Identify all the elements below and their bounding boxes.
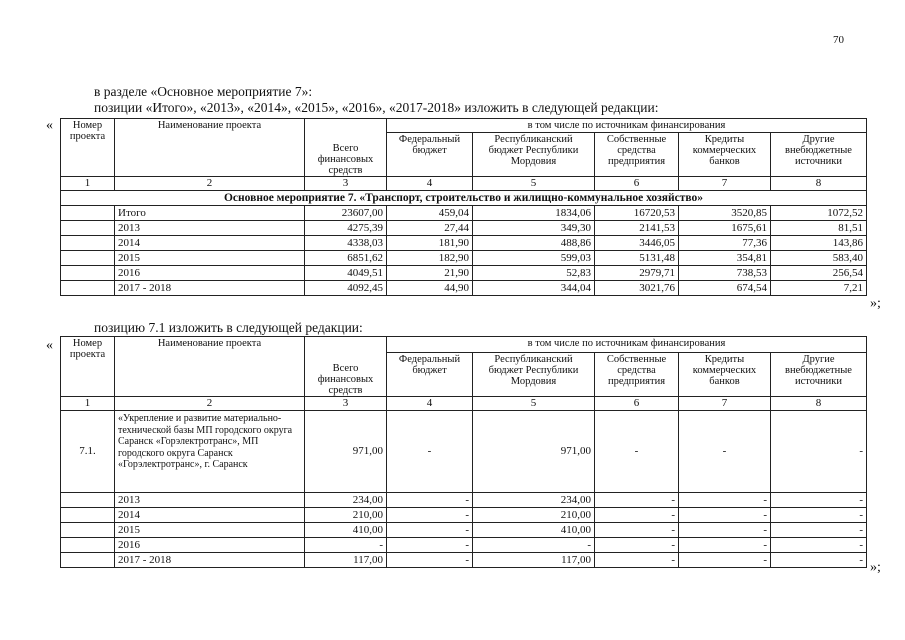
cell-own: - (595, 553, 679, 568)
cell-credits: - (679, 523, 771, 538)
col-number: 5 (473, 177, 595, 191)
project-name: «Укрепление и развитие материально-технической базы МП городского округа Саранск «Горэлектротранс», МП городского округа Саранск «Горэлектротранс», г. Саранск (115, 411, 305, 493)
header-num: Номер проекта (61, 337, 115, 397)
cell-credits: - (679, 493, 771, 508)
header-federal: Федеральный бюджет (387, 353, 473, 397)
cell-own: - (595, 538, 679, 553)
cell-republic: 488,86 (473, 236, 595, 251)
cell-federal: - (387, 493, 473, 508)
header-credits: Кредиты коммерческих банков (679, 353, 771, 397)
row-name: 2014 (115, 508, 305, 523)
cell-other: 7,21 (771, 281, 867, 296)
cell-credits: 354,81 (679, 251, 771, 266)
cell-credits: - (679, 411, 771, 493)
row-name: 2015 (115, 251, 305, 266)
cell-total: 4338,03 (305, 236, 387, 251)
header-num: Номер проекта (61, 119, 115, 177)
cell-republic: 1834,06 (473, 206, 595, 221)
cell-own: 3446,05 (595, 236, 679, 251)
cell-republic: - (473, 538, 595, 553)
table-row (61, 206, 867, 221)
cell-total: 971,00 (305, 411, 387, 493)
cell-other: 1072,52 (771, 206, 867, 221)
project-number: 7.1. (61, 411, 115, 493)
header-group: в том числе по источникам финансирования (387, 337, 867, 353)
section-title: Основное мероприятие 7. «Транспорт, строительство и жилищно-коммунальное хозяйство» (61, 191, 867, 206)
table-row (61, 493, 867, 508)
header-group: в том числе по источникам финансирования (387, 119, 867, 133)
cell-total: 210,00 (305, 508, 387, 523)
cell-credits: - (679, 538, 771, 553)
quote-open-2: « (46, 338, 53, 353)
cell-credits: 1675,61 (679, 221, 771, 236)
cell-federal: - (387, 411, 473, 493)
header-credits: Кредиты коммерческих банков (679, 133, 771, 177)
header-other: Другие внебюджетные источники (771, 353, 867, 397)
table-row (61, 236, 867, 251)
cell-other: 81,51 (771, 221, 867, 236)
cell-federal: 27,44 (387, 221, 473, 236)
col-number: 3 (305, 397, 387, 411)
cell-other: - (771, 508, 867, 523)
cell-total: 234,00 (305, 493, 387, 508)
cell-republic: 971,00 (473, 411, 595, 493)
header-republic: Республиканский бюджет Республики Мордовия (473, 353, 595, 397)
quote-open-1: « (46, 118, 53, 133)
table-row (61, 281, 867, 296)
header-federal: Федеральный бюджет (387, 133, 473, 177)
cell-credits: 3520,85 (679, 206, 771, 221)
cell-other: - (771, 538, 867, 553)
cell-credits: - (679, 508, 771, 523)
cell-total: 410,00 (305, 523, 387, 538)
cell-republic: 599,03 (473, 251, 595, 266)
cell-republic: 344,04 (473, 281, 595, 296)
cell-own: - (595, 411, 679, 493)
col-number: 6 (595, 397, 679, 411)
cell-credits: 77,36 (679, 236, 771, 251)
cell-other: 143,86 (771, 236, 867, 251)
page-number: 70 (833, 34, 844, 46)
header-own: Собственные средства предприятия (595, 133, 679, 177)
table-row (61, 221, 867, 236)
cell-republic: 410,00 (473, 523, 595, 538)
row-name: 2016 (115, 266, 305, 281)
col-number: 2 (115, 177, 305, 191)
cell-republic: 52,83 (473, 266, 595, 281)
col-number: 7 (679, 397, 771, 411)
cell-credits: 738,53 (679, 266, 771, 281)
cell-other: - (771, 411, 867, 493)
cell-republic: 349,30 (473, 221, 595, 236)
cell-other: 256,54 (771, 266, 867, 281)
row-name: 2014 (115, 236, 305, 251)
header-other: Другие внебюджетные источники (771, 133, 867, 177)
cell-credits: 674,54 (679, 281, 771, 296)
row-name: 2017 - 2018 (115, 553, 305, 568)
header-name: Наименование проекта (115, 119, 305, 177)
row-name: 2017 - 2018 (115, 281, 305, 296)
cell-total: 4049,51 (305, 266, 387, 281)
intro-line-positions: позиции «Итого», «2013», «2014», «2015», «2016», «2017-2018» изложить в следующей редакции: (94, 100, 659, 115)
cell-other: 583,40 (771, 251, 867, 266)
cell-federal: - (387, 508, 473, 523)
table-row (61, 538, 867, 553)
cell-credits: - (679, 553, 771, 568)
financing-table-1 (60, 118, 867, 296)
quote-close-2: »; (870, 560, 881, 575)
col-number: 4 (387, 397, 473, 411)
cell-own: 5131,48 (595, 251, 679, 266)
cell-own: 16720,53 (595, 206, 679, 221)
cell-republic: 117,00 (473, 553, 595, 568)
cell-own: 2141,53 (595, 221, 679, 236)
cell-own: 2979,71 (595, 266, 679, 281)
header-total: Всего финансовых средств (305, 337, 387, 397)
cell-own: 3021,76 (595, 281, 679, 296)
row-name: 2015 (115, 523, 305, 538)
cell-republic: 210,00 (473, 508, 595, 523)
cell-own: - (595, 508, 679, 523)
col-number: 6 (595, 177, 679, 191)
cell-federal: 181,90 (387, 236, 473, 251)
row-name: Итого (115, 206, 305, 221)
cell-federal: 459,04 (387, 206, 473, 221)
cell-total: 4092,45 (305, 281, 387, 296)
cell-total: 117,00 (305, 553, 387, 568)
row-name: 2013 (115, 221, 305, 236)
col-number: 3 (305, 177, 387, 191)
cell-own: - (595, 493, 679, 508)
financing-table-2 (60, 336, 867, 568)
table-row (61, 553, 867, 568)
intro-line-position-7-1: позицию 7.1 изложить в следующей редакции: (94, 320, 363, 335)
col-number: 4 (387, 177, 473, 191)
table-row (61, 523, 867, 538)
col-number: 2 (115, 397, 305, 411)
cell-federal: 44,90 (387, 281, 473, 296)
col-number: 1 (61, 397, 115, 411)
quote-close-1: »; (870, 296, 881, 311)
cell-other: - (771, 553, 867, 568)
cell-federal: - (387, 523, 473, 538)
cell-total: - (305, 538, 387, 553)
row-name: 2016 (115, 538, 305, 553)
table-row (61, 508, 867, 523)
row-name: 2013 (115, 493, 305, 508)
cell-republic: 234,00 (473, 493, 595, 508)
header-total: Всего финансовых средств (305, 119, 387, 177)
cell-own: - (595, 523, 679, 538)
cell-federal: - (387, 538, 473, 553)
table-row (61, 266, 867, 281)
cell-total: 4275,39 (305, 221, 387, 236)
col-number: 7 (679, 177, 771, 191)
col-number: 1 (61, 177, 115, 191)
project-row (61, 411, 867, 493)
cell-federal: 21,90 (387, 266, 473, 281)
cell-other: - (771, 493, 867, 508)
col-number: 8 (771, 397, 867, 411)
cell-total: 23607,00 (305, 206, 387, 221)
cell-total: 6851,62 (305, 251, 387, 266)
header-republic: Республиканский бюджет Республики Мордовия (473, 133, 595, 177)
col-number: 8 (771, 177, 867, 191)
table-row (61, 251, 867, 266)
header-name: Наименование проекта (115, 337, 305, 397)
col-number: 5 (473, 397, 595, 411)
cell-federal: 182,90 (387, 251, 473, 266)
header-own: Собственные средства предприятия (595, 353, 679, 397)
cell-federal: - (387, 553, 473, 568)
intro-line-section: в разделе «Основное мероприятие 7»: (94, 84, 313, 99)
cell-other: - (771, 523, 867, 538)
